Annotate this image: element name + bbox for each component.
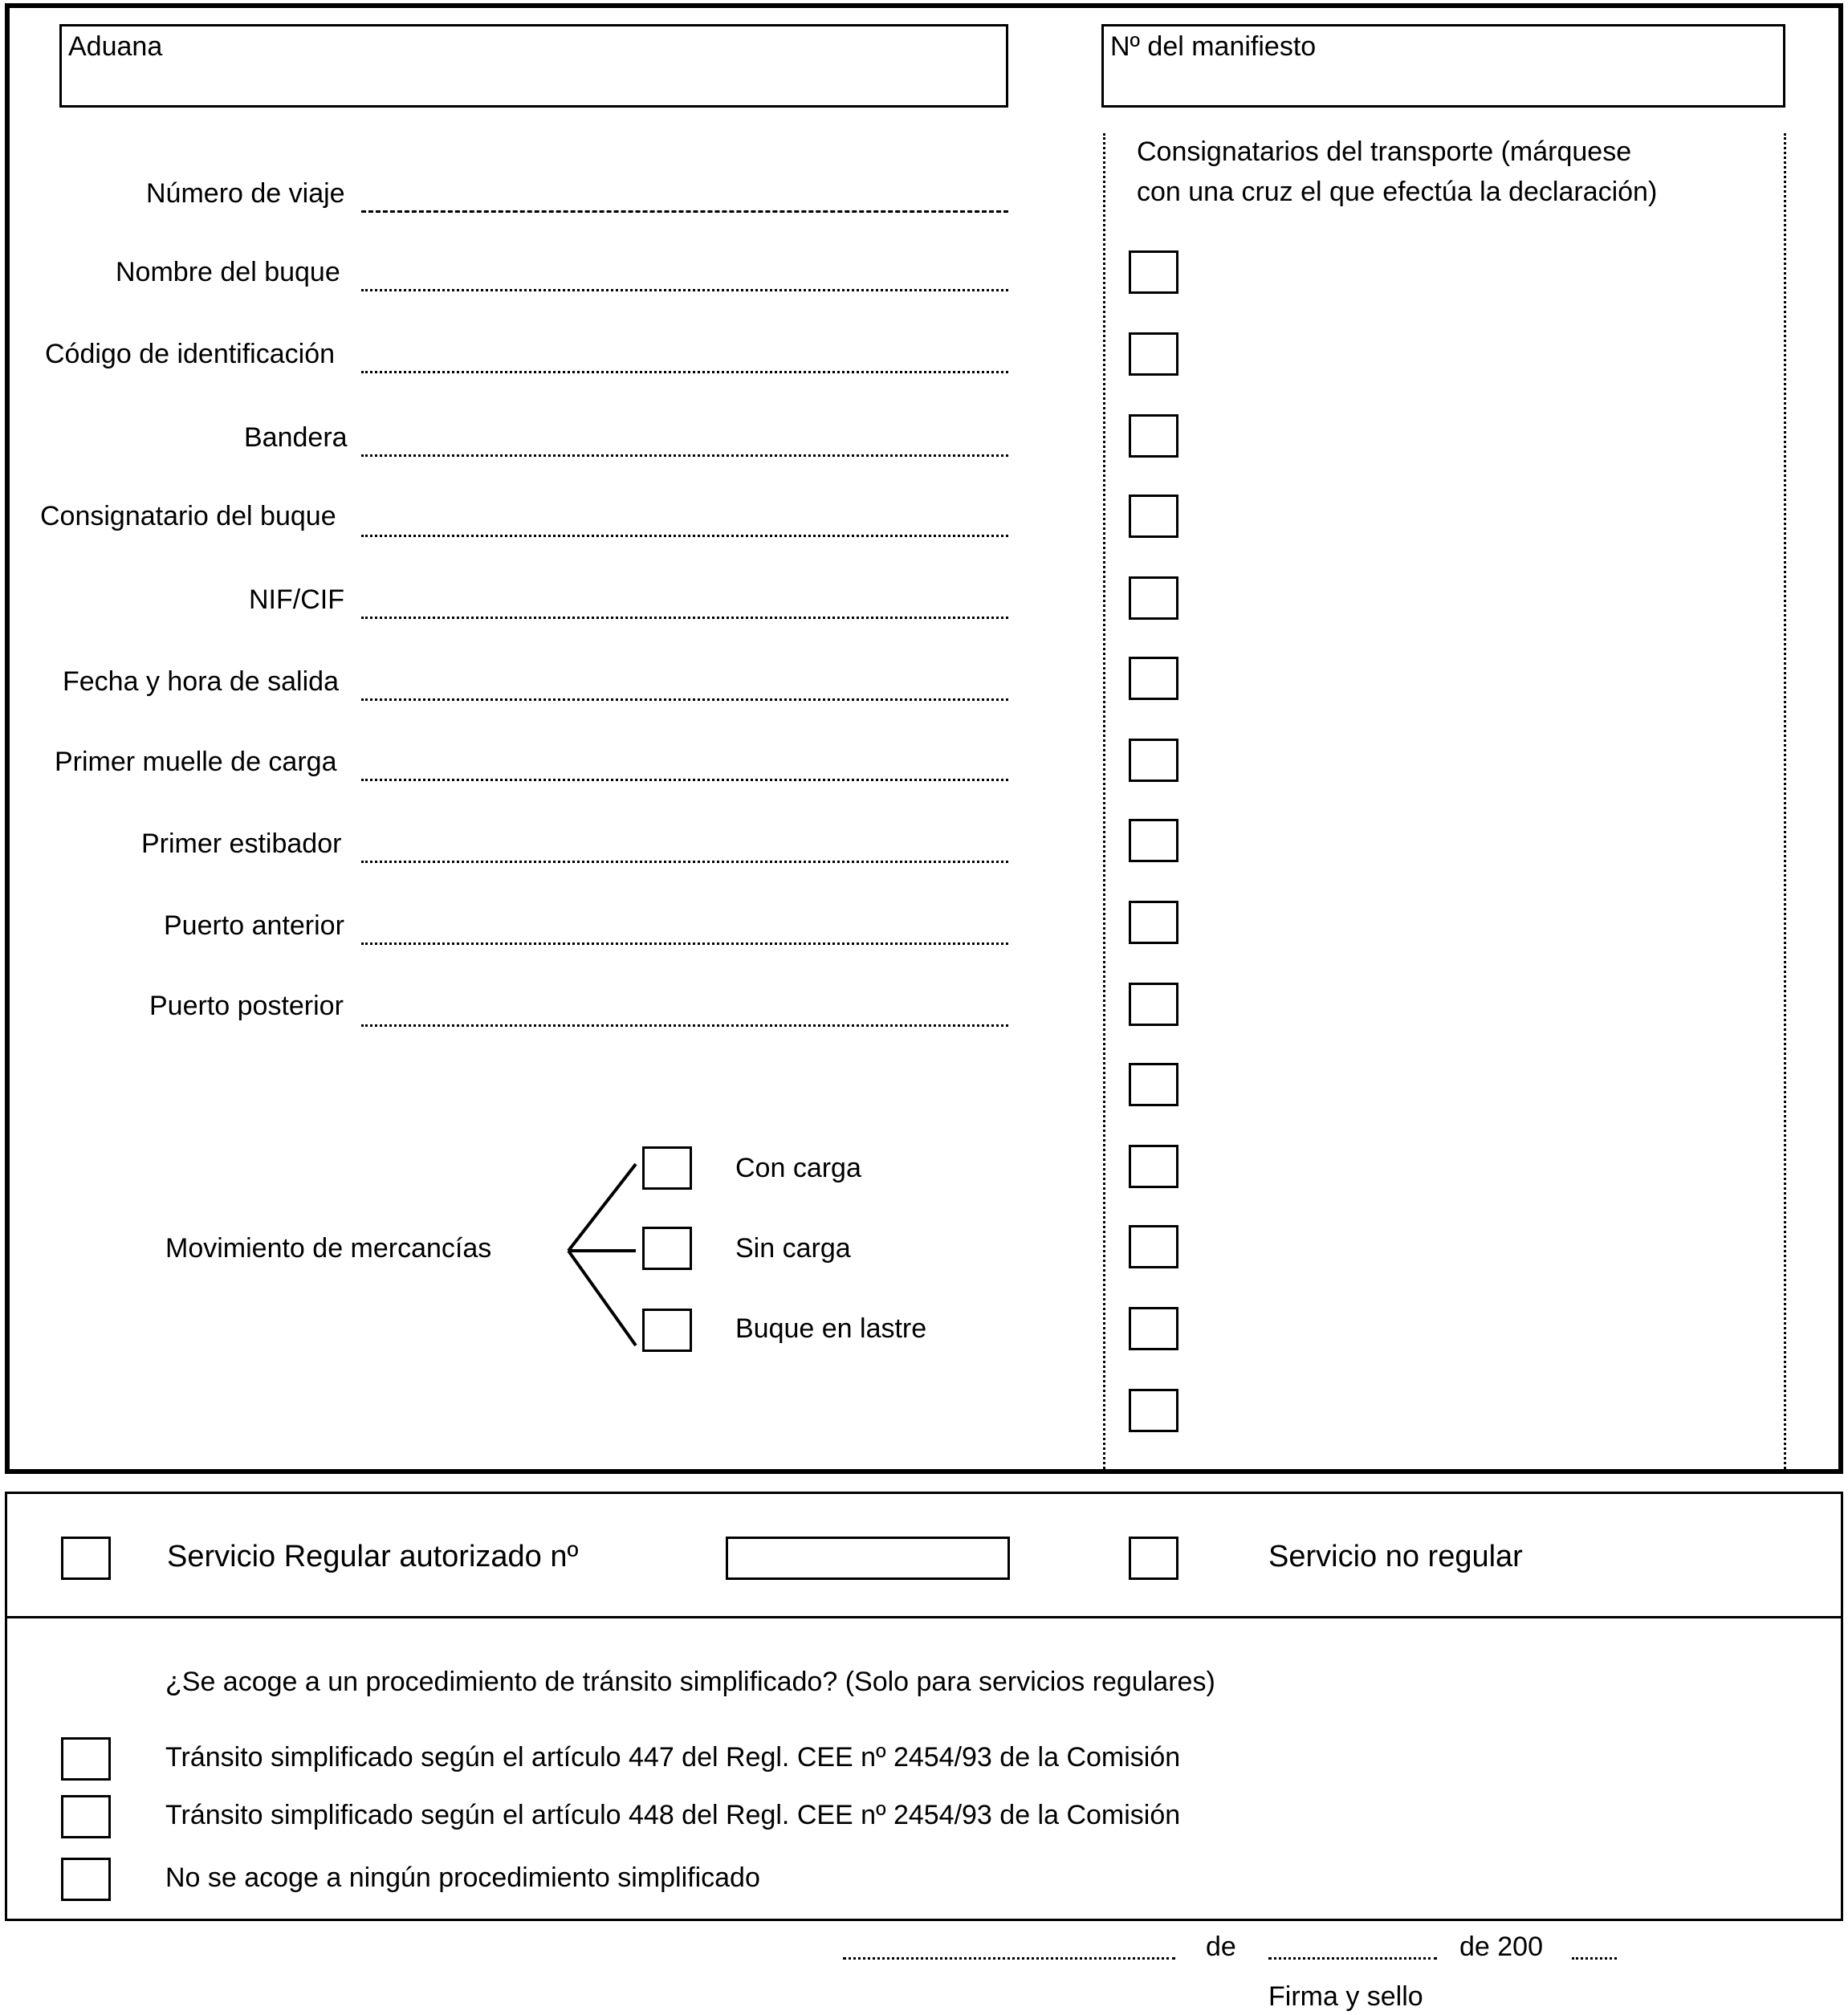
field-line-primer-estibador[interactable]	[361, 861, 1008, 863]
con-carga-checkbox[interactable]	[642, 1146, 692, 1190]
consignatarios-heading-line2: con una cruz el que efectúa la declaración)	[1137, 177, 1658, 207]
manifiesto-field[interactable]	[1101, 24, 1785, 108]
aduana-field[interactable]	[59, 24, 1008, 108]
field-line-codigo-identificacion[interactable]	[361, 371, 1008, 373]
buque-lastre-label: Buque en lastre	[735, 1313, 927, 1344]
consignatario-checkbox[interactable]	[1129, 495, 1178, 538]
transito-447-label: Tránsito simplificado según el artículo 447 del Regl. CEE nº 2454/93 de la Comisión	[165, 1742, 1181, 1773]
consignatario-checkbox[interactable]	[1129, 819, 1178, 862]
consignatario-checkbox[interactable]	[1129, 332, 1178, 376]
transito-ninguno-label: No se acoge a ningún procedimiento simplificado	[165, 1862, 760, 1893]
consignatario-checkbox[interactable]	[1129, 1145, 1178, 1188]
field-label-puerto-posterior: Puerto posterior	[149, 991, 344, 1021]
consignatario-checkbox[interactable]	[1129, 901, 1178, 944]
field-line-nif-cif[interactable]	[361, 617, 1008, 619]
consignatario-checkbox[interactable]	[1129, 1063, 1178, 1106]
consignatarios-right-border	[1784, 133, 1786, 1469]
transito-448-checkbox[interactable]	[61, 1795, 111, 1838]
consignatario-checkbox[interactable]	[1129, 1225, 1178, 1268]
field-line-nombre-buque[interactable]	[361, 289, 1008, 291]
date-de-label-1: de	[1206, 1932, 1236, 1962]
field-label-bandera: Bandera	[244, 422, 348, 453]
sin-carga-checkbox[interactable]	[642, 1227, 692, 1270]
movimiento-bracket-icon	[562, 1156, 642, 1349]
field-label-nombre-buque: Nombre del buque	[116, 257, 340, 287]
date-de-label-2: de 200	[1459, 1932, 1543, 1962]
date-month-line[interactable]	[1268, 1957, 1437, 1960]
field-line-primer-muelle[interactable]	[361, 779, 1008, 781]
field-line-fecha-hora-salida[interactable]	[361, 698, 1008, 701]
field-line-bandera[interactable]	[361, 454, 1008, 457]
servicio-regular-number-input[interactable]	[726, 1537, 1010, 1580]
transito-ninguno-checkbox[interactable]	[61, 1858, 111, 1901]
field-label-numero-viaje: Número de viaje	[146, 178, 345, 209]
consignatario-checkbox[interactable]	[1129, 414, 1178, 458]
sin-carga-label: Sin carga	[735, 1233, 851, 1264]
consignatario-checkbox[interactable]	[1129, 739, 1178, 782]
consignatario-checkbox[interactable]	[1129, 983, 1178, 1026]
consignatario-checkbox[interactable]	[1129, 657, 1178, 700]
field-label-fecha-hora-salida: Fecha y hora de salida	[63, 666, 339, 697]
con-carga-label: Con carga	[735, 1153, 861, 1183]
transito-question: ¿Se acoge a un procedimiento de tránsito simplificado? (Solo para servicios regulares)	[165, 1667, 1215, 1697]
servicio-no-regular-label: Servicio no regular	[1268, 1540, 1523, 1573]
transito-447-checkbox[interactable]	[61, 1737, 111, 1781]
consignatario-checkbox[interactable]	[1129, 576, 1178, 620]
consignatario-checkbox[interactable]	[1129, 250, 1178, 294]
field-label-nif-cif: NIF/CIF	[249, 584, 344, 615]
consignatarios-left-border	[1103, 133, 1105, 1469]
field-label-codigo-identificacion: Código de identificación	[45, 339, 336, 369]
field-label-puerto-anterior: Puerto anterior	[164, 910, 344, 941]
field-label-consignatario-buque: Consignatario del buque	[40, 501, 336, 531]
field-label-primer-estibador: Primer estibador	[141, 828, 342, 859]
movimiento-label: Movimiento de mercancías	[165, 1233, 492, 1264]
buque-lastre-checkbox[interactable]	[642, 1309, 692, 1352]
firma-sello-label: Firma y sello	[1268, 1981, 1423, 2012]
field-line-puerto-posterior[interactable]	[361, 1024, 1008, 1027]
servicio-regular-checkbox[interactable]	[61, 1537, 111, 1580]
aduana-label: Aduana	[68, 31, 163, 62]
consignatarios-heading-line1: Consignatarios del transporte (márquese	[1137, 136, 1632, 167]
field-line-puerto-anterior[interactable]	[361, 942, 1008, 945]
servicio-no-regular-checkbox[interactable]	[1129, 1537, 1178, 1580]
servicio-regular-label: Servicio Regular autorizado nº	[167, 1540, 579, 1573]
consignatario-checkbox[interactable]	[1129, 1307, 1178, 1350]
field-line-consignatario-buque[interactable]	[361, 535, 1008, 537]
date-day-line[interactable]	[843, 1957, 1175, 1960]
field-line-numero-viaje[interactable]	[361, 210, 1008, 213]
field-label-primer-muelle: Primer muelle de carga	[55, 747, 337, 777]
manifiesto-label: Nº del manifiesto	[1110, 31, 1317, 62]
transito-448-label: Tránsito simplificado según el artículo 448 del Regl. CEE nº 2454/93 de la Comisión	[165, 1800, 1181, 1830]
consignatario-checkbox[interactable]	[1129, 1389, 1178, 1432]
date-year-line[interactable]	[1572, 1957, 1617, 1960]
